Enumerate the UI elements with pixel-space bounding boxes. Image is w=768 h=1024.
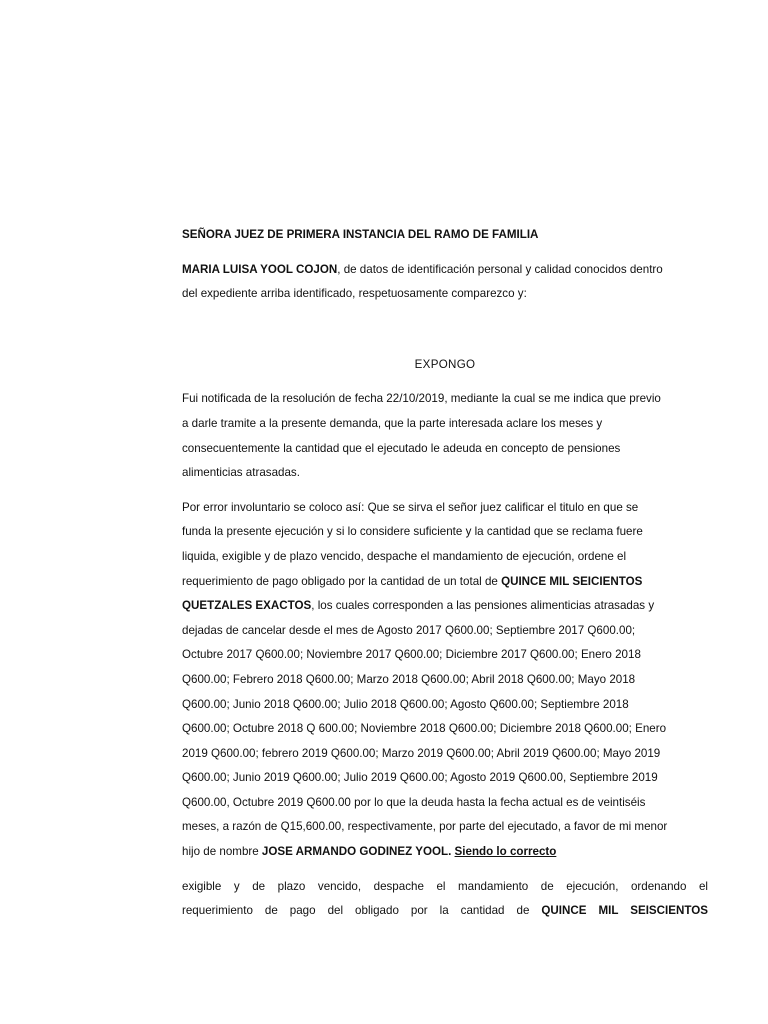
para2-line: 2019 Q600.00; febrero 2019 Q600.00; Marzo 2019 Q600.00; Abril 2019 Q600.00; Mayo 2019 bbox=[182, 746, 661, 760]
correction-label: Siendo lo correcto bbox=[454, 845, 557, 859]
amount-words-2: QUETZALES EXACTOS bbox=[182, 599, 312, 613]
para2-line: hijo de nombre bbox=[182, 845, 262, 859]
para2-line: dejadas de cancelar desde el mes de Agosto 2017 Q600.00; Septiembre 2017 Q600.00; bbox=[182, 623, 636, 637]
para1-line: alimenticias atrasadas. bbox=[182, 466, 300, 480]
correction-paragraph bbox=[182, 875, 708, 924]
para1-line: consecuentemente la cantidad que el ejecutado le adeuda en concepto de pensiones bbox=[182, 441, 621, 455]
para3-line: exigible y de plazo vencido, despache el mandamiento de ejecución, ordenando el bbox=[182, 879, 708, 893]
para2-line: meses, a razón de Q15,600.00, respectivamente, por parte del ejecutado, a favor de mi menor bbox=[182, 820, 668, 834]
para2-line: requerimiento de pago obligado por la cantidad de un total de bbox=[182, 574, 502, 588]
amount-words-1: QUINCE MIL SEICIENTOS bbox=[501, 574, 643, 588]
para1-line: Fui notificada de la resolución de fecha 22/10/2019, mediante la cual se me indica que previo bbox=[182, 392, 661, 406]
intro-text-2: del expediente arriba identificado, respetuosamente comparezco y: bbox=[182, 287, 527, 301]
petitioner-name: MARIA LUISA YOOL COJON bbox=[182, 262, 338, 276]
para2-line: Octubre 2017 Q600.00; Noviembre 2017 Q600.00; Diciembre 2017 Q600.00; Enero 2018 bbox=[182, 648, 641, 662]
para2-line: Q600.00; Octubre 2018 Q 600.00; Noviembre 2018 Q600.00; Diciembre 2018 Q600.00; Enero bbox=[182, 722, 667, 736]
para3-line: requerimiento de pago del obligado por la cantidad de bbox=[182, 904, 542, 918]
para2-line: , los cuales corresponden a las pensiones alimenticias atrasadas y bbox=[311, 599, 655, 613]
para1-line: a darle tramite a la presente demanda, que la parte interesada aclare los meses y bbox=[182, 416, 603, 430]
document-body bbox=[182, 223, 708, 934]
error-paragraph bbox=[182, 496, 708, 865]
section-title: EXPONGO bbox=[414, 357, 476, 371]
para2-line: liquida, exigible y de plazo vencido, despache el mandamiento de ejecución, ordene el bbox=[182, 549, 627, 563]
para2-line: funda la presente ejecución y si lo considere suficiente y la cantidad que se reclama fuere bbox=[182, 525, 643, 539]
child-name: JOSE ARMANDO GODINEZ YOOL. bbox=[261, 845, 452, 859]
intro-paragraph bbox=[182, 258, 708, 307]
para2-line: Por error involuntario se coloco así: Que se sirva el señor juez calificar el titulo en que se bbox=[182, 500, 639, 514]
notification-paragraph bbox=[182, 387, 708, 485]
intro-text-1: , de datos de identificación personal y calidad conocidos dentro bbox=[337, 262, 663, 276]
para2-line: Q600.00; Junio 2019 Q600.00; Julio 2019 Q600.00; Agosto 2019 Q600.00, Septiembre 2019 bbox=[182, 771, 658, 785]
para2-line: Q600.00; Junio 2018 Q600.00; Julio 2018 Q600.00; Agosto Q600.00; Septiembre 2018 bbox=[182, 697, 629, 711]
amount-words-3: QUINCE MIL SEISCIENTOS bbox=[541, 904, 708, 918]
para2-line: Q600.00, Octubre 2019 Q600.00 por lo que la deuda hasta la fecha actual es de veintiséis bbox=[182, 795, 646, 809]
para2-line: Q600.00; Febrero 2018 Q600.00; Marzo 2018 Q600.00; Abril 2018 Q600.00; Mayo 2018 bbox=[182, 672, 636, 686]
addressee-heading: SEÑORA JUEZ DE PRIMERA INSTANCIA DEL RAMO DE FAMILIA bbox=[182, 228, 539, 241]
